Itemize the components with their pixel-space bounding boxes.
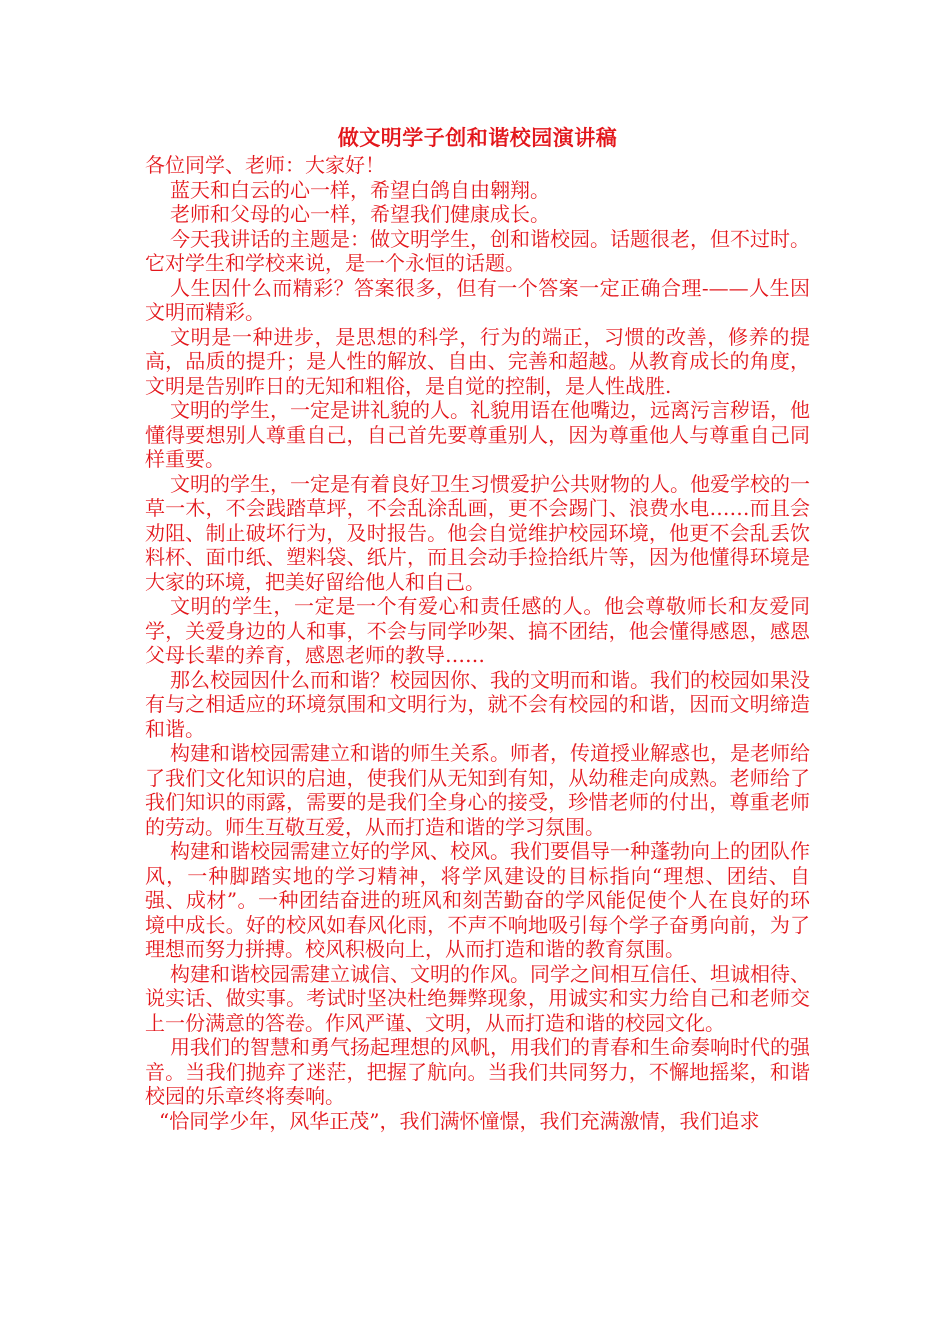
paragraph-11: 构建和谐校园需建立好的学风、校风。我们要倡导一种蓬勃向上的团队作风，一种脚踏实地的学习精神，将学风建设的目标指向“理想、团结、自强、成材”。一种团结奋进的班风和刻苦勤奋的学风能促使个人在良好的环境中成长。好的校风如春风化雨，不声不响地吸引每个学子奋勇向前，为了理想而努力拼搏。校风积极向上，从而打造和谐的教育氛围。 <box>145 839 810 961</box>
paragraph-6: 文明的学生，一定是讲礼貌的人。礼貌用语在他嘴边，远离污言秽语，他懂得要想别人尊重自己，自己首先要尊重别人，因为尊重他人与尊重自己同样重要。 <box>145 398 810 471</box>
paragraph-8: 文明的学生，一定是一个有爱心和责任感的人。他会尊敬师长和友爱同学，关爱身边的人和事，不会与同学吵架、搞不团结，他会懂得感恩，感恩父母长辈的养育，感恩老师的教导…… <box>145 594 810 667</box>
paragraph-12: 构建和谐校园需建立诚信、文明的作风。同学之间相互信任、坦诚相待、说实话、做实事。考试时坚决杜绝舞弊现象，用诚实和实力给自己和老师交上一份满意的答卷。作风严谨、文明，从而打造和谐的校园文化。 <box>145 961 810 1035</box>
greeting-line: 各位同学、老师：大家好！ <box>145 153 385 177</box>
paragraph-1: 蓝天和白云的心一样，希望白鸽自由翱翔。 <box>170 177 550 202</box>
speech-document <box>145 123 810 1133</box>
paragraph-4: 人生因什么而精彩？答案很多，但有一个答案一定正确合理-——人生因文明而精彩。 <box>145 275 810 324</box>
paragraph-13: 用我们的智慧和勇气扬起理想的风帆，用我们的青春和生命奏响时代的强音。当我们抛弃了迷茫，把握了航向。当我们共同努力，不懈地摇桨，和谐校园的乐章终将奏响。 <box>145 1035 810 1108</box>
paragraph-3: 今天我讲话的主题是：做文明学生，创和谐校园。话题很老，但不过时。它对学生和学校来说，是一个永恒的话题。 <box>145 226 810 275</box>
paragraph-10: 构建和谐校园需建立和谐的师生关系。师者，传道授业解惑也，是老师给了我们文化知识的启迪，使我们从无知到有知，从幼稚走向成熟。老师给了我们知识的雨露，需要的是我们全身心的接受，珍惜老师的付出，尊重老师的劳动。师生互敬互爱，从而打造和谐的学习氛围。 <box>145 741 810 839</box>
paragraph-2: 老师和父母的心一样，希望我们健康成长。 <box>170 202 550 226</box>
document-title: 做文明学子创和谐校园演讲稿 <box>337 125 618 150</box>
paragraph-5: 文明是一种进步，是思想的科学，行为的端正，习惯的改善，修养的提高，品质的提升；是人性的解放、自由、完善和超越。从教育成长的角度，文明是告别昨日的无知和粗俗，是自觉的控制，是人性战胜. <box>145 324 810 398</box>
paragraph-14: “恰同学少年，风华正茂”，我们满怀憧憬，我们充满激情，我们追求 <box>159 1108 760 1133</box>
paragraph-9: 那么校园因什么而和谐？校园因你、我的文明而和谐。我们的校园如果没有与之相适应的环境氛围和文明行为，就不会有校园的和谐，因而文明缔造和谐。 <box>145 667 810 741</box>
paragraph-7: 文明的学生，一定是有着良好卫生习惯爱护公共财物的人。他爱学校的一草一木，不会践踏草坪，不会乱涂乱画，更不会踢门、浪费水电……而且会劝阻、制止破坏行为，及时报告。他会自觉维护校园环境，他更不会乱丢饮料杯、面巾纸、塑料袋、纸片，而且会动手捡拾纸片等，因为他懂得环境是大家的环境，把美好留给他人和自己。 <box>145 471 810 594</box>
